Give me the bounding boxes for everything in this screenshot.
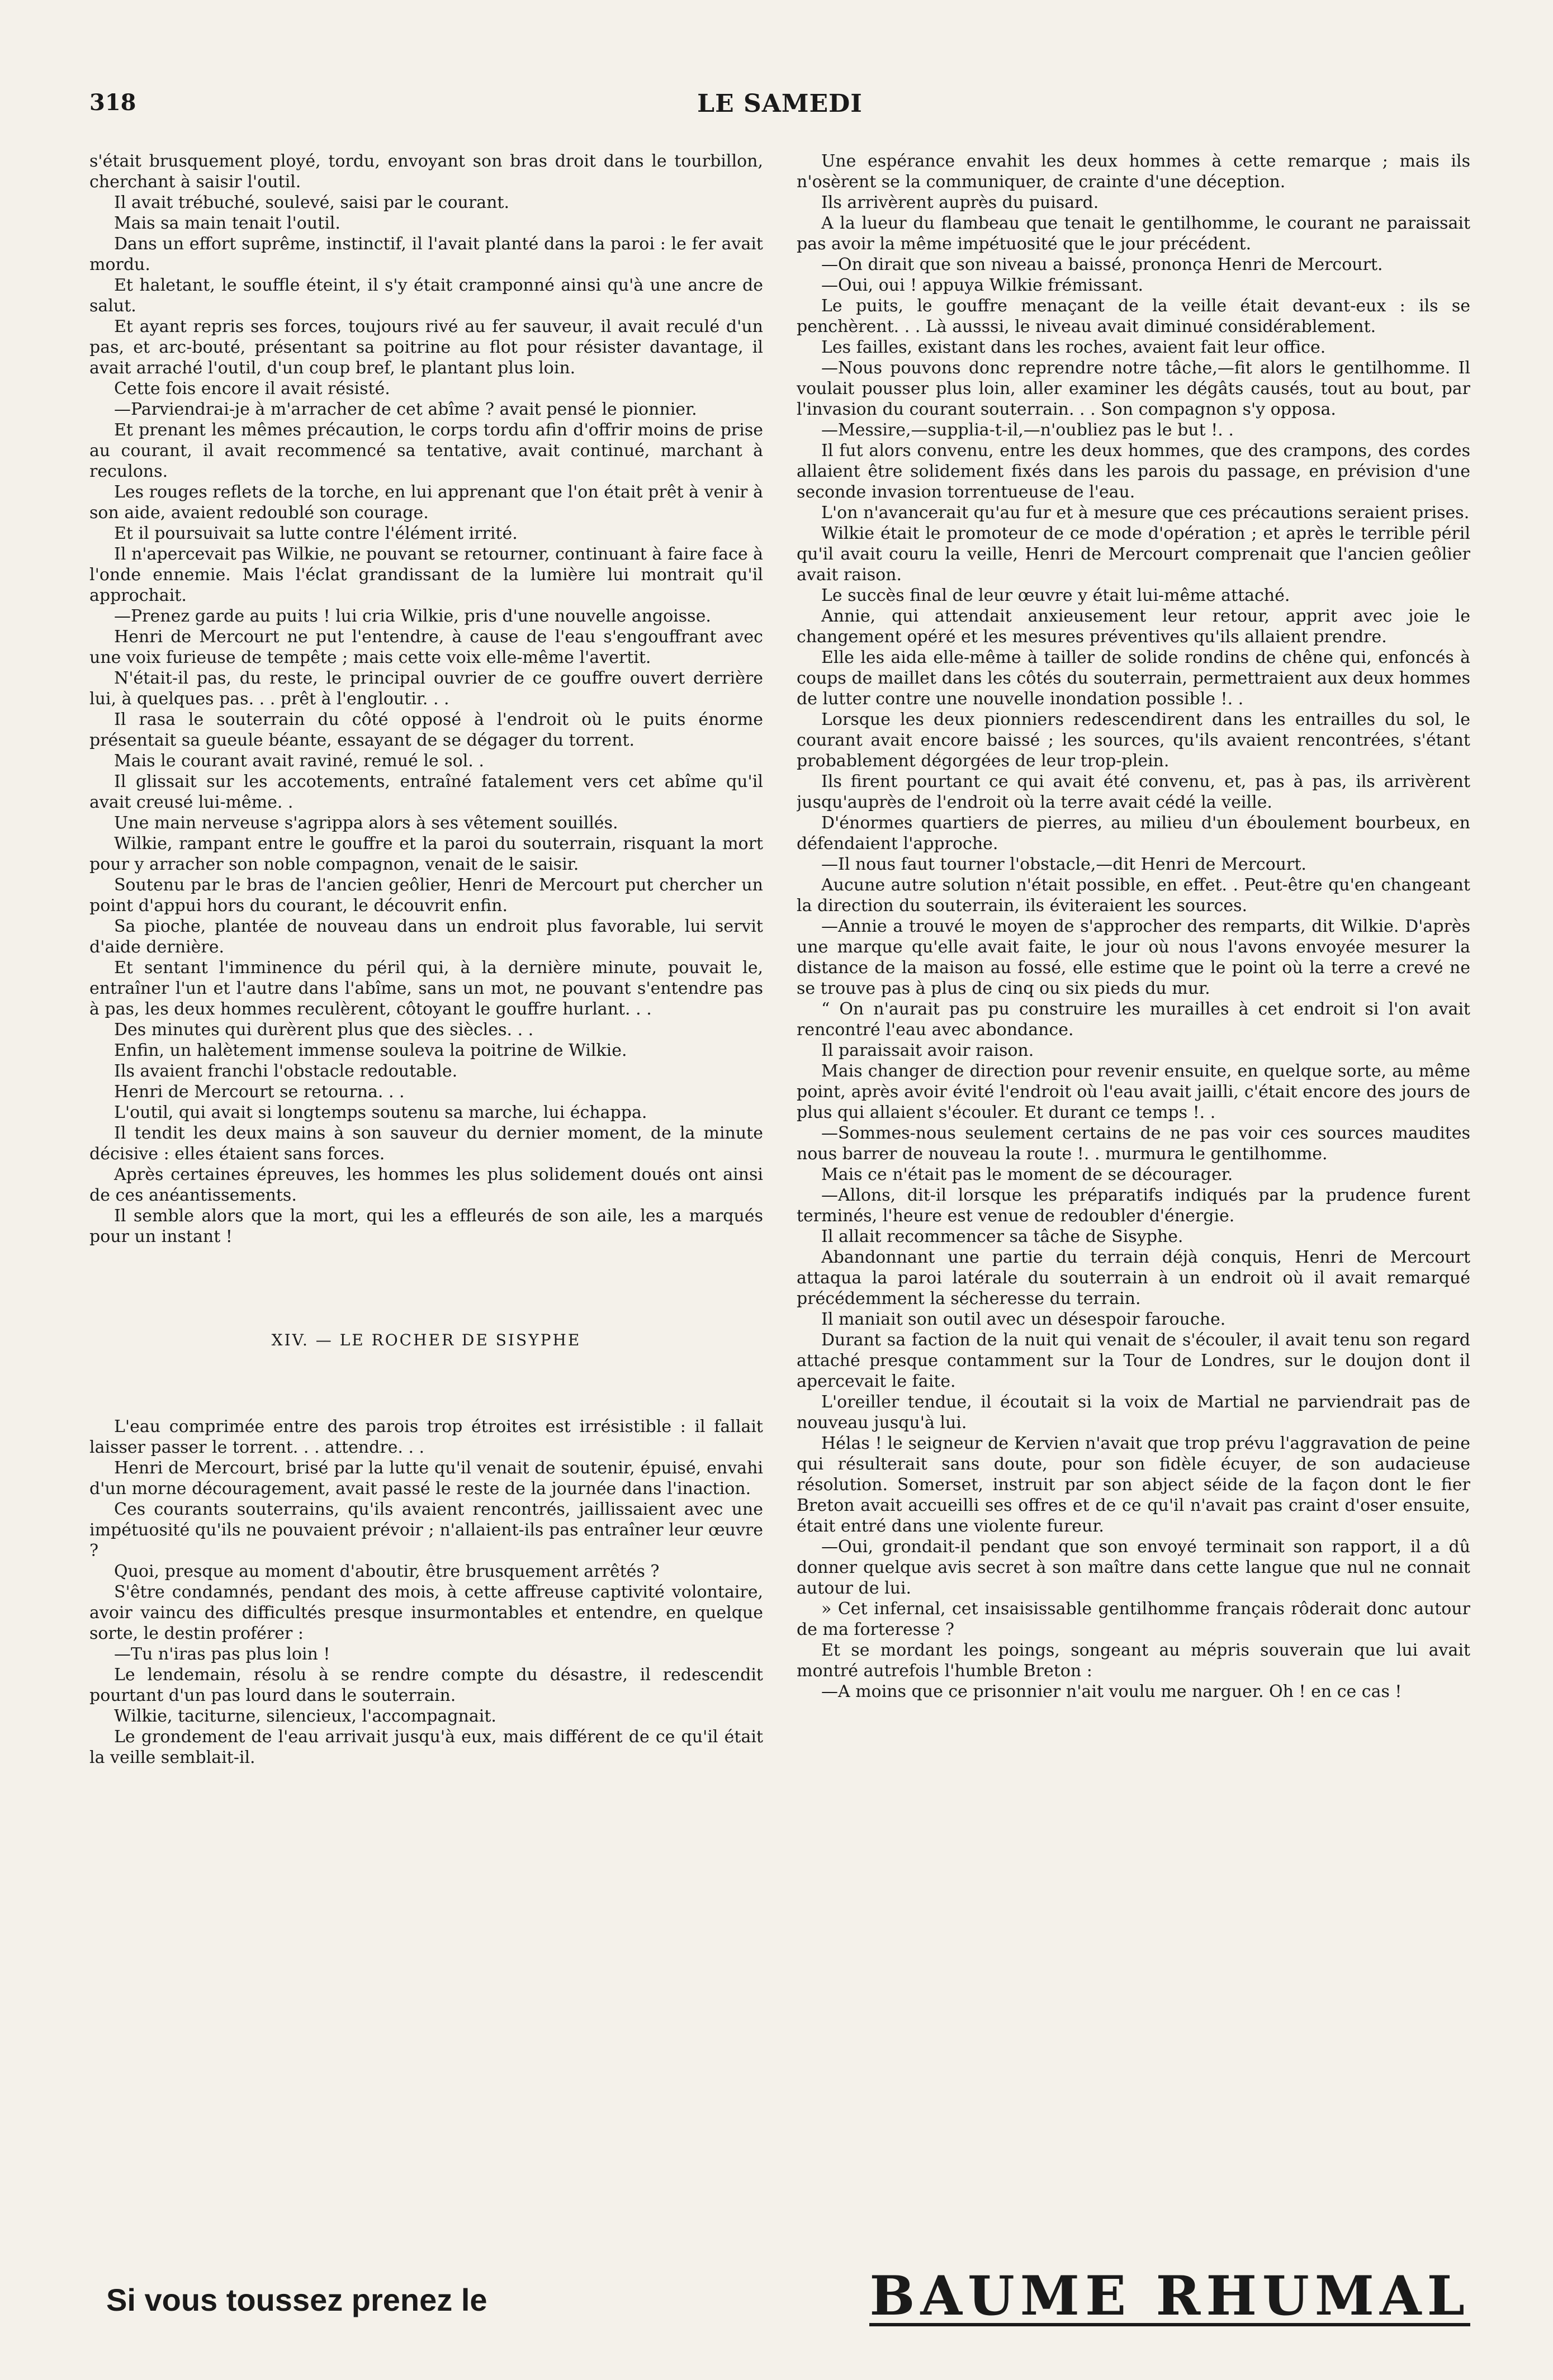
paragraph: —Allons, dit-il lorsque les préparatifs indiqués par la prudence furent terminés, l'heure est venue de redoubler d'énergie. [797,1186,1470,1226]
chapter-heading: XIV. — LE ROCHER DE SISYPHE [271,1331,581,1349]
paragraph: Et haletant, le souffle éteint, il s'y était cramponné ainsi qu'à une ancre de salut. [89,276,763,316]
paragraph: Enfin, un halètement immense souleva la poitrine de Wilkie. [114,1041,627,1060]
right-column [797,151,1470,2230]
paragraph: Henri de Mercourt ne put l'entendre, à cause de l'eau s'engouffrant avec une voix furieuse de tempête ; mais cette voix elle-même l'avertit. [89,627,763,667]
paragraph: S'être condamnés, pendant des mois, à cette affreuse captivité volontaire, avoir vaincu des difficultés presque insurmontables et entendre, en quelque sorte, le destin proférer : [89,1582,763,1643]
paragraph: Il allait recommencer sa tâche de Sisyphe. [821,1227,1183,1246]
paragraph: Il glissait sur les accotements, entraîné fatalement vers cet abîme qu'il avait creusé lui-même. . [89,772,763,812]
paragraph: —Parviendrai-je à m'arracher de cet abîme ? avait pensé le pionnier. [114,400,697,419]
paragraph: » Cet infernal, cet insaisissable gentilhomme français rôderait donc autour de ma forteresse ? [797,1599,1470,1639]
paragraph: L'outil, qui avait si longtemps soutenu sa marche, lui échappa. [114,1103,647,1122]
paragraph: —Annie a trouvé le moyen de s'approcher des remparts, dit Wilkie. D'après une marque qu'elle avait faite, le jour où nous l'avons envoyée mesurer la distance de la maison au fossé, elle estime que le point où la terre a crevé ne se trouve pas à plus de cinq ou six pieds du mur. [797,917,1470,998]
advertisement-banner [89,2264,1470,2331]
paragraph: Mais changer de direction pour revenir ensuite, en quelque sorte, au même point, après avoir évité l'endroit où l'eau avait jailli, c'était encore des jours de plus qui allaient s'écouler. Et durant ce temps !. . [797,1061,1470,1122]
paragraph: Et il poursuivait sa lutte contre l'élément irrité. [114,524,518,543]
paragraph: Ils firent pourtant ce qui avait été convenu, et, pas à pas, ils arrivèrent jusqu'auprès de l'endroit où la terre avait cédé la veille. [797,772,1470,812]
paragraph: Mais ce n'était pas le moment de se décourager. [821,1165,1233,1184]
advertisement-brand: BAUME RHUMAL [869,2264,1470,2327]
paragraph: Hélas ! le seigneur de Kervien n'avait que trop prévu l'aggravation de peine qui résulterait sans doute, pour son fidèle écuyer, de son audacieuse résolution. Somerset, instruit par son abject séide de la façon dont le fier Breton avait accueilli ses offres et de ce qu'il n'avait pas craint d'oser ensuite, était entré dans une violente fureur. [797,1434,1470,1536]
paragraph: Il n'apercevait pas Wilkie, ne pouvant se retourner, continuant à faire face à l'onde ennemie. Mais l'éclat grandissant de la lumière lui montrait qu'il approchait. [89,544,763,605]
left-column-text-part-2 [89,1416,763,1768]
paragraph: Wilkie, rampant entre le gouffre et la paroi du souterrain, risquant la mort pour y arracher son noble compagnon, venait de le saisir. [89,834,763,874]
paragraph: —Prenez garde au puits ! lui cria Wilkie, pris d'une nouvelle angoisse. [114,606,711,626]
paragraph: —Il nous faut tourner l'obstacle,—dit Henri de Mercourt. [821,855,1306,874]
paragraph: Dans un effort suprême, instinctif, il l'avait planté dans la paroi : le fer avait mordu. [89,234,763,274]
paragraph: s'était brusquement ployé, tordu, envoyant son bras droit dans le tourbillon, cherchant à saisir l'outil. [89,151,763,192]
paragraph: Les rouges reflets de la torche, en lui apprenant que l'on était prêt à venir à son aide, avaient redoublé son courage. [89,482,763,523]
paragraph: Ils arrivèrent auprès du puisard. [821,193,1099,212]
paragraph: Elle les aida elle-même à tailler de solide rondins de chêne qui, enfoncés à coups de maillet dans les côtés du souterrain, permettraient aux deux hommes de lutter contre une nouvelle inondation possible !. . [797,648,1470,709]
paragraph: —Sommes-nous seulement certains de ne pas voir ces sources maudites nous barrer de nouveau la route !. . murmura le gentilhomme. [797,1123,1470,1164]
paragraph: Sa pioche, plantée de nouveau dans un endroit plus favorable, lui servit d'aide dernière. [89,917,763,957]
paragraph: Les failles, existant dans les roches, avaient fait leur office. [821,338,1326,357]
page-number: 318 [89,89,136,116]
paragraph: N'était-il pas, du reste, le principal ouvrier de ce gouffre ouvert derrière lui, à quelques pas. . . prêt à l'engloutir. . . [89,669,763,709]
paragraph: Une espérance envahit les deux hommes à cette remarque ; mais ils n'osèrent se la communiquer, de crainte d'une déception. [797,151,1470,192]
paragraph: Quoi, presque au moment d'aboutir, être brusquement arrêtés ? [114,1562,660,1581]
paragraph: Wilkie, taciturne, silencieux, l'accompagnait. [114,1706,496,1726]
paragraph: L'on n'avancerait qu'au fur et à mesure que ces précautions seraient prises. [821,503,1470,523]
paragraph: Aucune autre solution n'était possible, en effet. . Peut-être qu'en changeant la direction du souterrain, ils éviteraient les sources. [797,875,1470,916]
paragraph: Durant sa faction de la nuit qui venait de s'écouler, il avait tenu son regard attaché presque contamment sur la Tour de Londres, sur le doujon dont il apercevait le faite. [797,1330,1470,1391]
running-title: LE SAMEDI [697,89,863,118]
paragraph: —Oui, grondait-il pendant que son envoyé terminait son rapport, il a dû donner quelque avis secret à son maître dans cette langue que nul ne connait autour de lui. [797,1537,1470,1598]
paragraph: Et ayant repris ses forces, toujours rivé au fer sauveur, il avait reculé d'un pas, et arc-bouté, présentant sa poitrine au flot pour résister davantage, il avait arraché l'outil, d'un coup bref, le plantant plus loin. [89,317,763,378]
paragraph: L'oreiller tendue, il écoutait si la voix de Martial ne parviendrait pas de nouveau jusqu'à lui. [797,1392,1470,1433]
paragraph: Des minutes qui durèrent plus que des siècles. . . [114,1020,534,1040]
paragraph: Le puits, le gouffre menaçant de la veille était devant-eux : ils se penchèrent. . . Là ausssi, le niveau avait diminué considérablement. [797,296,1470,336]
paragraph: Wilkie était le promoteur de ce mode d'opération ; et après le terrible péril qu'il avait couru la veille, Henri de Mercourt comprenait que l'ancien geôlier avait raison. [797,524,1470,585]
paragraph: Henri de Mercourt, brisé par la lutte qu'il venait de soutenir, épuisé, envahi d'un morne découragement, avait passé le reste de la journée dans l'inaction. [89,1458,763,1499]
paragraph: “ On n'aurait pas pu construire les murailles à cet endroit si l'on avait rencontré l'eau avec abondance. [797,999,1470,1040]
paragraph: —On dirait que son niveau a baissé, prononça Henri de Mercourt. [821,255,1383,274]
paragraph: Cette fois encore il avait résisté. [114,379,390,399]
paragraph: Le grondement de l'eau arrivait jusqu'à eux, mais différent de ce qu'il était la veille semblait-il. [89,1727,763,1767]
paragraph: L'eau comprimée entre des parois trop étroites est irrésistible : il fallait laisser passer le torrent. . . attendre. . . [89,1417,763,1457]
paragraph: Une main nerveuse s'agrippa alors à ses vêtement souillés. [114,813,618,833]
paragraph: Le lendemain, résolu à se rendre compte du désastre, il redescendit pourtant d'un pas lourd dans le souterrain. [89,1665,763,1705]
paragraph: Après certaines épreuves, les hommes les plus solidement doués ont ainsi de ces anéantissements. [89,1165,763,1205]
paragraph: Et sentant l'imminence du péril qui, à la dernière minute, pouvait le, entraîner l'un et l'autre dans l'abîme, sans un mot, ne pouvant s'entendre pas à pas, les deux hommes reculèrent, côtoyant le gouffre hurlant. . . [89,958,763,1019]
paragraph: Lorsque les deux pionniers redescendirent dans les entrailles du sol, le courant avait encore baissé ; les sources, qu'ils avaient rencontrées, s'étant probablement dégorgées de leur trop-plein. [797,710,1470,771]
page-header [89,89,1470,123]
paragraph: Abandonnant une partie du terrain déjà conquis, Henri de Mercourt attaqua la paroi latérale du souterrain à un endroit où il avait remarqué précédemment la sécheresse du terrain. [797,1248,1470,1308]
paragraph: Il paraissait avoir raison. [821,1041,1034,1060]
paragraph: Il tendit les deux mains à son sauveur du dernier moment, de la minute décisive : elles étaient sans forces. [89,1123,763,1164]
paragraph: Il avait trébuché, soulevé, saisi par le courant. [114,193,509,212]
paragraph: Et prenant les mêmes précaution, le corps tordu afin d'offrir moins de prise au courant, il avait recommencé sa tentative, avait continué, marchant à reculons. [89,420,763,481]
paragraph: Mais le courant avait raviné, remué le sol. . [114,751,484,771]
paragraph: —Oui, oui ! appuya Wilkie frémissant. [821,276,1144,295]
paragraph: —Tu n'iras pas plus loin ! [114,1644,330,1664]
paragraph: Et se mordant les poings, songeant au mépris souverain que lui avait montré autrefois l'humble Breton : [797,1641,1470,1681]
paragraph: Il rasa le souterrain du côté opposé à l'endroit où le puits énorme présentait sa gueule béante, essayant de se dégager du torrent. [89,710,763,750]
paragraph: D'énormes quartiers de pierres, au milieu d'un éboulement bourbeux, en défendaient l'approche. [797,813,1470,854]
paragraph: —A moins que ce prisonnier n'ait voulu me narguer. Oh ! en ce cas ! [821,1682,1402,1701]
left-column-text-part-1 [89,151,763,1247]
paragraph: Ces courants souterrains, qu'ils avaient rencontrés, jaillissaient avec une impétuosité qu'ils ne pouvaient prévoir ; n'allaient-ils pas entraîner leur œuvre ? [89,1500,763,1561]
paragraph: Soutenu par le bras de l'ancien geôlier, Henri de Mercourt put chercher un point d'appui hors du courant, le découvrit enfin. [89,875,763,916]
paragraph: Il maniait son outil avec un désespoir farouche. [821,1310,1226,1329]
paragraph: Annie, qui attendait anxieusement leur retour, apprit avec joie le changement opéré et les mesures préventives qu'ils allaient prendre. [797,606,1470,647]
paragraph: Il fut alors convenu, entre les deux hommes, que des crampons, des cordes allaient être solidement fixés dans les parois du passage, en prévision d'une seconde invasion torrentueuse de l'eau. [797,441,1470,502]
paragraph: Il semble alors que la mort, qui les a effleurés de son aile, les a marqués pour un instant ! [89,1206,763,1246]
paragraph: —Nous pouvons donc reprendre notre tâche,—fit alors le gentilhomme. Il voulait pousser plus loin, aller examiner les dégâts causés, tout au bout, par l'invasion du courant souterrain. . . Son compagnon s'y opposa. [797,358,1470,419]
paragraph: Ils avaient franchi l'obstacle redoutable. [114,1061,458,1081]
paragraph: Le succès final de leur œuvre y était lui-même attaché. [821,586,1290,605]
paragraph: —Messire,—supplia-t-il,—n'oubliez pas le but !. . [821,420,1234,440]
paragraph: A la lueur du flambeau que tenait le gentilhomme, le courant ne paraissait pas avoir la même impétuosité que le jour précédent. [797,214,1470,254]
advertisement-text: Si vous toussez prenez le [106,2282,487,2317]
paragraph: Henri de Mercourt se retourna. . . [114,1082,405,1102]
paragraph: Mais sa main tenait l'outil. [114,214,340,233]
left-column [89,151,763,2230]
